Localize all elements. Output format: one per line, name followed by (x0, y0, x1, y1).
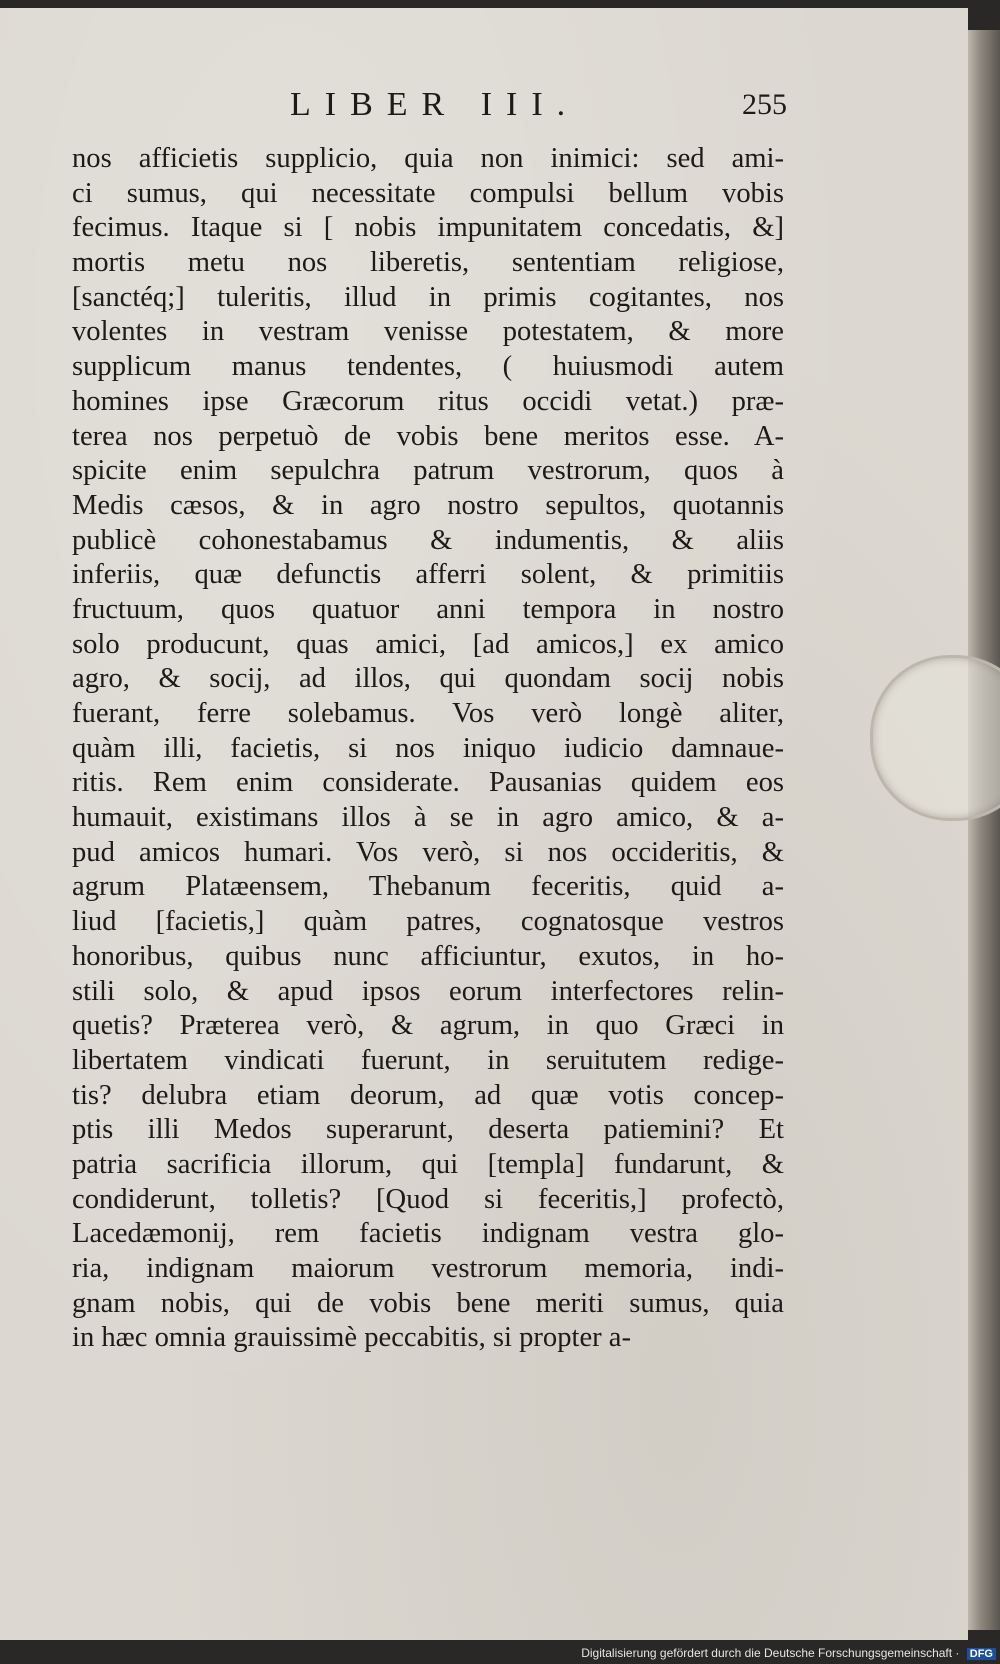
text-block (72, 142, 784, 1356)
text-line: terea nos perpetuò de vobis bene meritos esse. A- (72, 420, 784, 452)
text-line: stili solo, & apud ipsos eorum interfectores relin- (72, 975, 784, 1007)
text-line: inferiis, quæ defunctis afferri solent, & primitiis (72, 559, 784, 591)
text-line: volentes in vestram venisse potestatem, & more (72, 316, 784, 348)
text-line: mortis metu nos liberetis, sententiam religiose, (72, 247, 784, 279)
text-line: honoribus, quibus nunc afficiuntur, exutos, in ho- (72, 940, 784, 972)
text-line: [sanctéq;] tuleritis, illud in primis cogitantes, nos (72, 281, 784, 313)
text-line: homines ipse Græcorum ritus occidi vetat.) præ- (72, 385, 784, 417)
text-line: Lacedæmonij, rem facietis indignam vestra glo- (72, 1218, 784, 1250)
text-line: Medis cæsos, & in agro nostro sepultos, quotannis (72, 489, 784, 521)
text-line: supplicum manus tendentes, ( huiusmodi autem (72, 351, 784, 383)
text-line: ria, indignam maiorum vestrorum memoria, indi- (72, 1253, 784, 1284)
text-line: condiderunt, tolletis? [Quod si feceritis,] profectò, (72, 1183, 784, 1215)
running-head-title: LIBER III. (290, 86, 580, 123)
page-number: 255 (742, 88, 787, 121)
book-page (0, 8, 968, 1640)
page-edge (968, 30, 1000, 1630)
text-line: pud amicos humari. Vos verò, si nos occideritis, & (72, 836, 784, 868)
text-line: spicite enim sepulchra patrum vestrorum, quos à (72, 455, 784, 487)
dfg-logo-badge: DFG (967, 1648, 996, 1660)
text-line: agrum Platæensem, Thebanum feceritis, quid a- (72, 871, 784, 903)
digitization-credit (581, 1646, 996, 1660)
text-line: patria sacrificia illorum, qui [templa] fundarunt, & (72, 1148, 784, 1180)
text-line: fecimus. Itaque si [ nobis impunitatem concedatis, &] (72, 212, 784, 244)
text-line: fuerant, ferre solebamus. Vos verò longè aliter, (72, 698, 784, 729)
text-line: ritis. Rem enim considerate. Pausanias quidem eos (72, 767, 784, 799)
text-line: ptis illi Medos superarunt, deserta patiemini? Et (72, 1114, 784, 1146)
text-line: quetis? Præterea verò, & agrum, in quo Græci in (72, 1010, 784, 1042)
text-line: humauit, existimans illos à se in agro amico, & a- (72, 802, 784, 834)
text-line: publicè cohonestabamus & indumentis, & aliis (72, 524, 784, 556)
text-line: nos afficietis supplicio, quia non inimici: sed ami- (72, 143, 784, 174)
text-line: liud [facietis,] quàm patres, cognatosque vestros (72, 906, 784, 938)
text-line: gnam nobis, qui de vobis bene meriti sumus, quia (72, 1287, 784, 1319)
text-line: solo producunt, quas amici, [ad amicos,] ex amico (72, 628, 784, 660)
text-line: ci sumus, qui necessitate compulsi bellum vobis (72, 177, 784, 209)
text-line: agro, & socij, ad illos, qui quondam socij nobis (72, 663, 784, 695)
text-line: fructuum, quos quatuor anni tempora in nostro (72, 593, 784, 625)
text-line: quàm illi, facietis, si nos iniquo iudicio damnaue- (72, 732, 784, 764)
text-line: libertatem vindicati fuerunt, in seruitutem redige- (72, 1044, 784, 1076)
credit-text: Digitalisierung gefördert durch die Deutsche Forschungsgemeinschaft · (581, 1646, 960, 1660)
text-line: tis? delubra etiam deorum, ad quæ votis concep- (72, 1079, 784, 1111)
text-line: in hæc omnia grauissimè peccabitis, si propter a- (72, 1322, 632, 1354)
